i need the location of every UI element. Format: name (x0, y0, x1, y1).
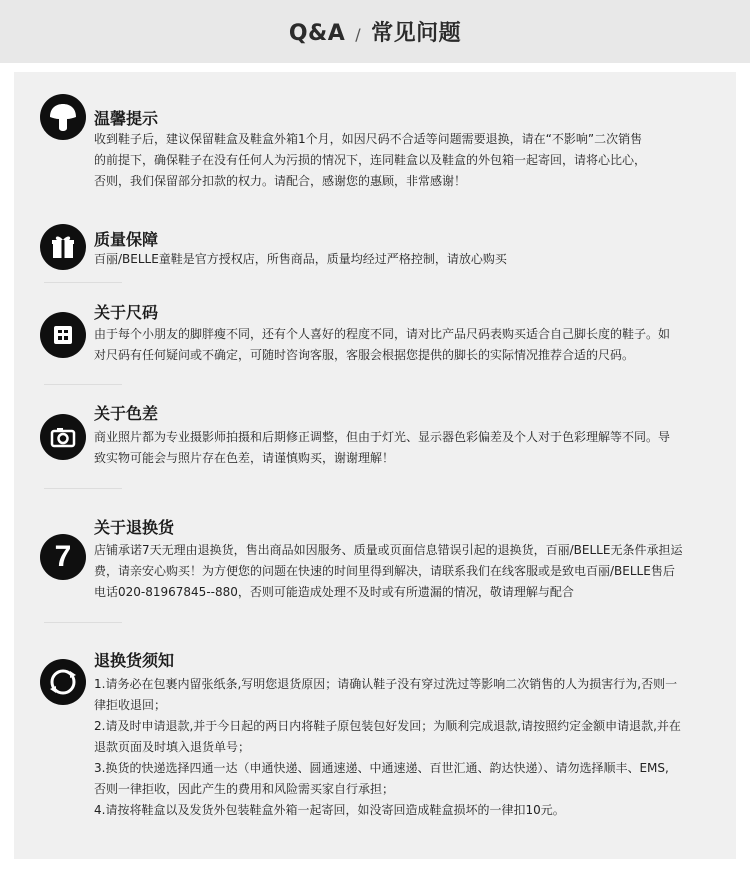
camera-icon (40, 414, 86, 460)
section-title: 关于尺码 (94, 303, 159, 322)
refresh-icon (40, 659, 86, 705)
body-line: 3.换货的快递选择四通一达（申通快递、圆通速递、中通速递、百世汇通、韵达快递）、请勿选择顺丰、EMS, (94, 761, 669, 775)
page-title (289, 16, 461, 47)
body-line: 退款页面及时填入退货单号； (94, 740, 251, 754)
seven-day-icon (40, 534, 86, 580)
body-line: 2.请及时申请退款,并于今日起的两日内将鞋子原包装包好发回；为顺利完成退款,请按照约定金额申请退款,并在 (94, 719, 681, 733)
section-body (94, 129, 724, 192)
section-title: 质量保障 (94, 230, 159, 249)
body-line: 对尺码有任何疑问或不确定，可随时咨询客服，客服会根据您提供的脚长的实际情况推荐合适的尺码。 (94, 348, 635, 362)
section-body (94, 674, 724, 821)
title-left: Q&A (288, 21, 346, 46)
section-body (94, 324, 724, 366)
section-body (94, 249, 724, 270)
seven-day-icon-text: 7 (54, 540, 72, 573)
body-line: 律拒收退回； (94, 698, 167, 712)
section-title: 关于退换货 (94, 518, 175, 537)
body-line: 由于每个小朋友的脚胖瘦不同，还有个人喜好的程度不同，请对比产品尺码表购买适合自己脚长度的鞋子。如 (94, 327, 671, 341)
section-body (94, 427, 724, 469)
body-line: 致实物可能会与照片存在色差，请谨慎购买，谢谢理解！ (94, 451, 395, 465)
divider (44, 488, 122, 489)
body-line: 费，请亲安心购买！为方便您的问题在快速的时间里得到解决，请联系我们在线客服或是致电百丽/BELLE售后 (94, 564, 675, 578)
title-slash: / (355, 25, 362, 44)
section-title: 温馨提示 (94, 109, 159, 128)
ruler-icon (40, 312, 86, 358)
body-line: 1.请务必在包裹内留张纸条,写明您退货原因；请确认鞋子没有穿过洗过等影响二次销售的人为损害行为,否则一 (94, 677, 678, 691)
section-title: 关于色差 (94, 404, 159, 423)
divider (44, 282, 122, 283)
faq-panel (14, 72, 736, 859)
body-line: 的前提下，确保鞋子在没有任何人为污损的情况下，连同鞋盒以及鞋盒的外包箱一起寄回，请将心比心， (94, 153, 647, 167)
body-line: 收到鞋子后，建议保留鞋盒及鞋盒外箱1个月，如因尺码不合适等问题需要退换，请在“不影响”二次销售 (94, 132, 643, 146)
section-title: 退换货须知 (94, 651, 175, 670)
body-line: 4.请按将鞋盒以及发货外包装鞋盒外箱一起寄回，如没寄回造成鞋盒损坏的一律扣10元。 (94, 803, 565, 817)
body-line: 百丽/BELLE童鞋是官方授权店，所售商品，质量均经过严格控制，请放心购买 (94, 252, 507, 266)
body-line: 商业照片都为专业摄影师拍摄和后期修正调整，但由于灯光、显示器色彩偏差及个人对于色彩理解等不同。导 (94, 430, 671, 444)
body-line: 否则一律拒收，因此产生的费用和风险需买家自行承担； (94, 782, 395, 796)
body-line: 店铺承诺7天无理由退换货，售出商品如因服务、质量或页面信息错误引起的退换货，百丽/BELLE无条件承担运 (94, 543, 683, 557)
page-header (0, 0, 750, 63)
body-line: 电话020-81967845--880，否则可能造成处理不及时或有所遗漏的情况，敬请理解与配合 (94, 585, 574, 599)
body-line: 否则，我们保留部分扣款的权力。请配合，感谢您的惠顾，非常感谢！ (94, 174, 467, 188)
mushroom-icon (40, 94, 86, 140)
title-right: 常见问题 (371, 21, 462, 46)
section-body (94, 540, 724, 603)
divider (44, 384, 122, 385)
gift-icon (40, 224, 86, 270)
divider (44, 622, 122, 623)
